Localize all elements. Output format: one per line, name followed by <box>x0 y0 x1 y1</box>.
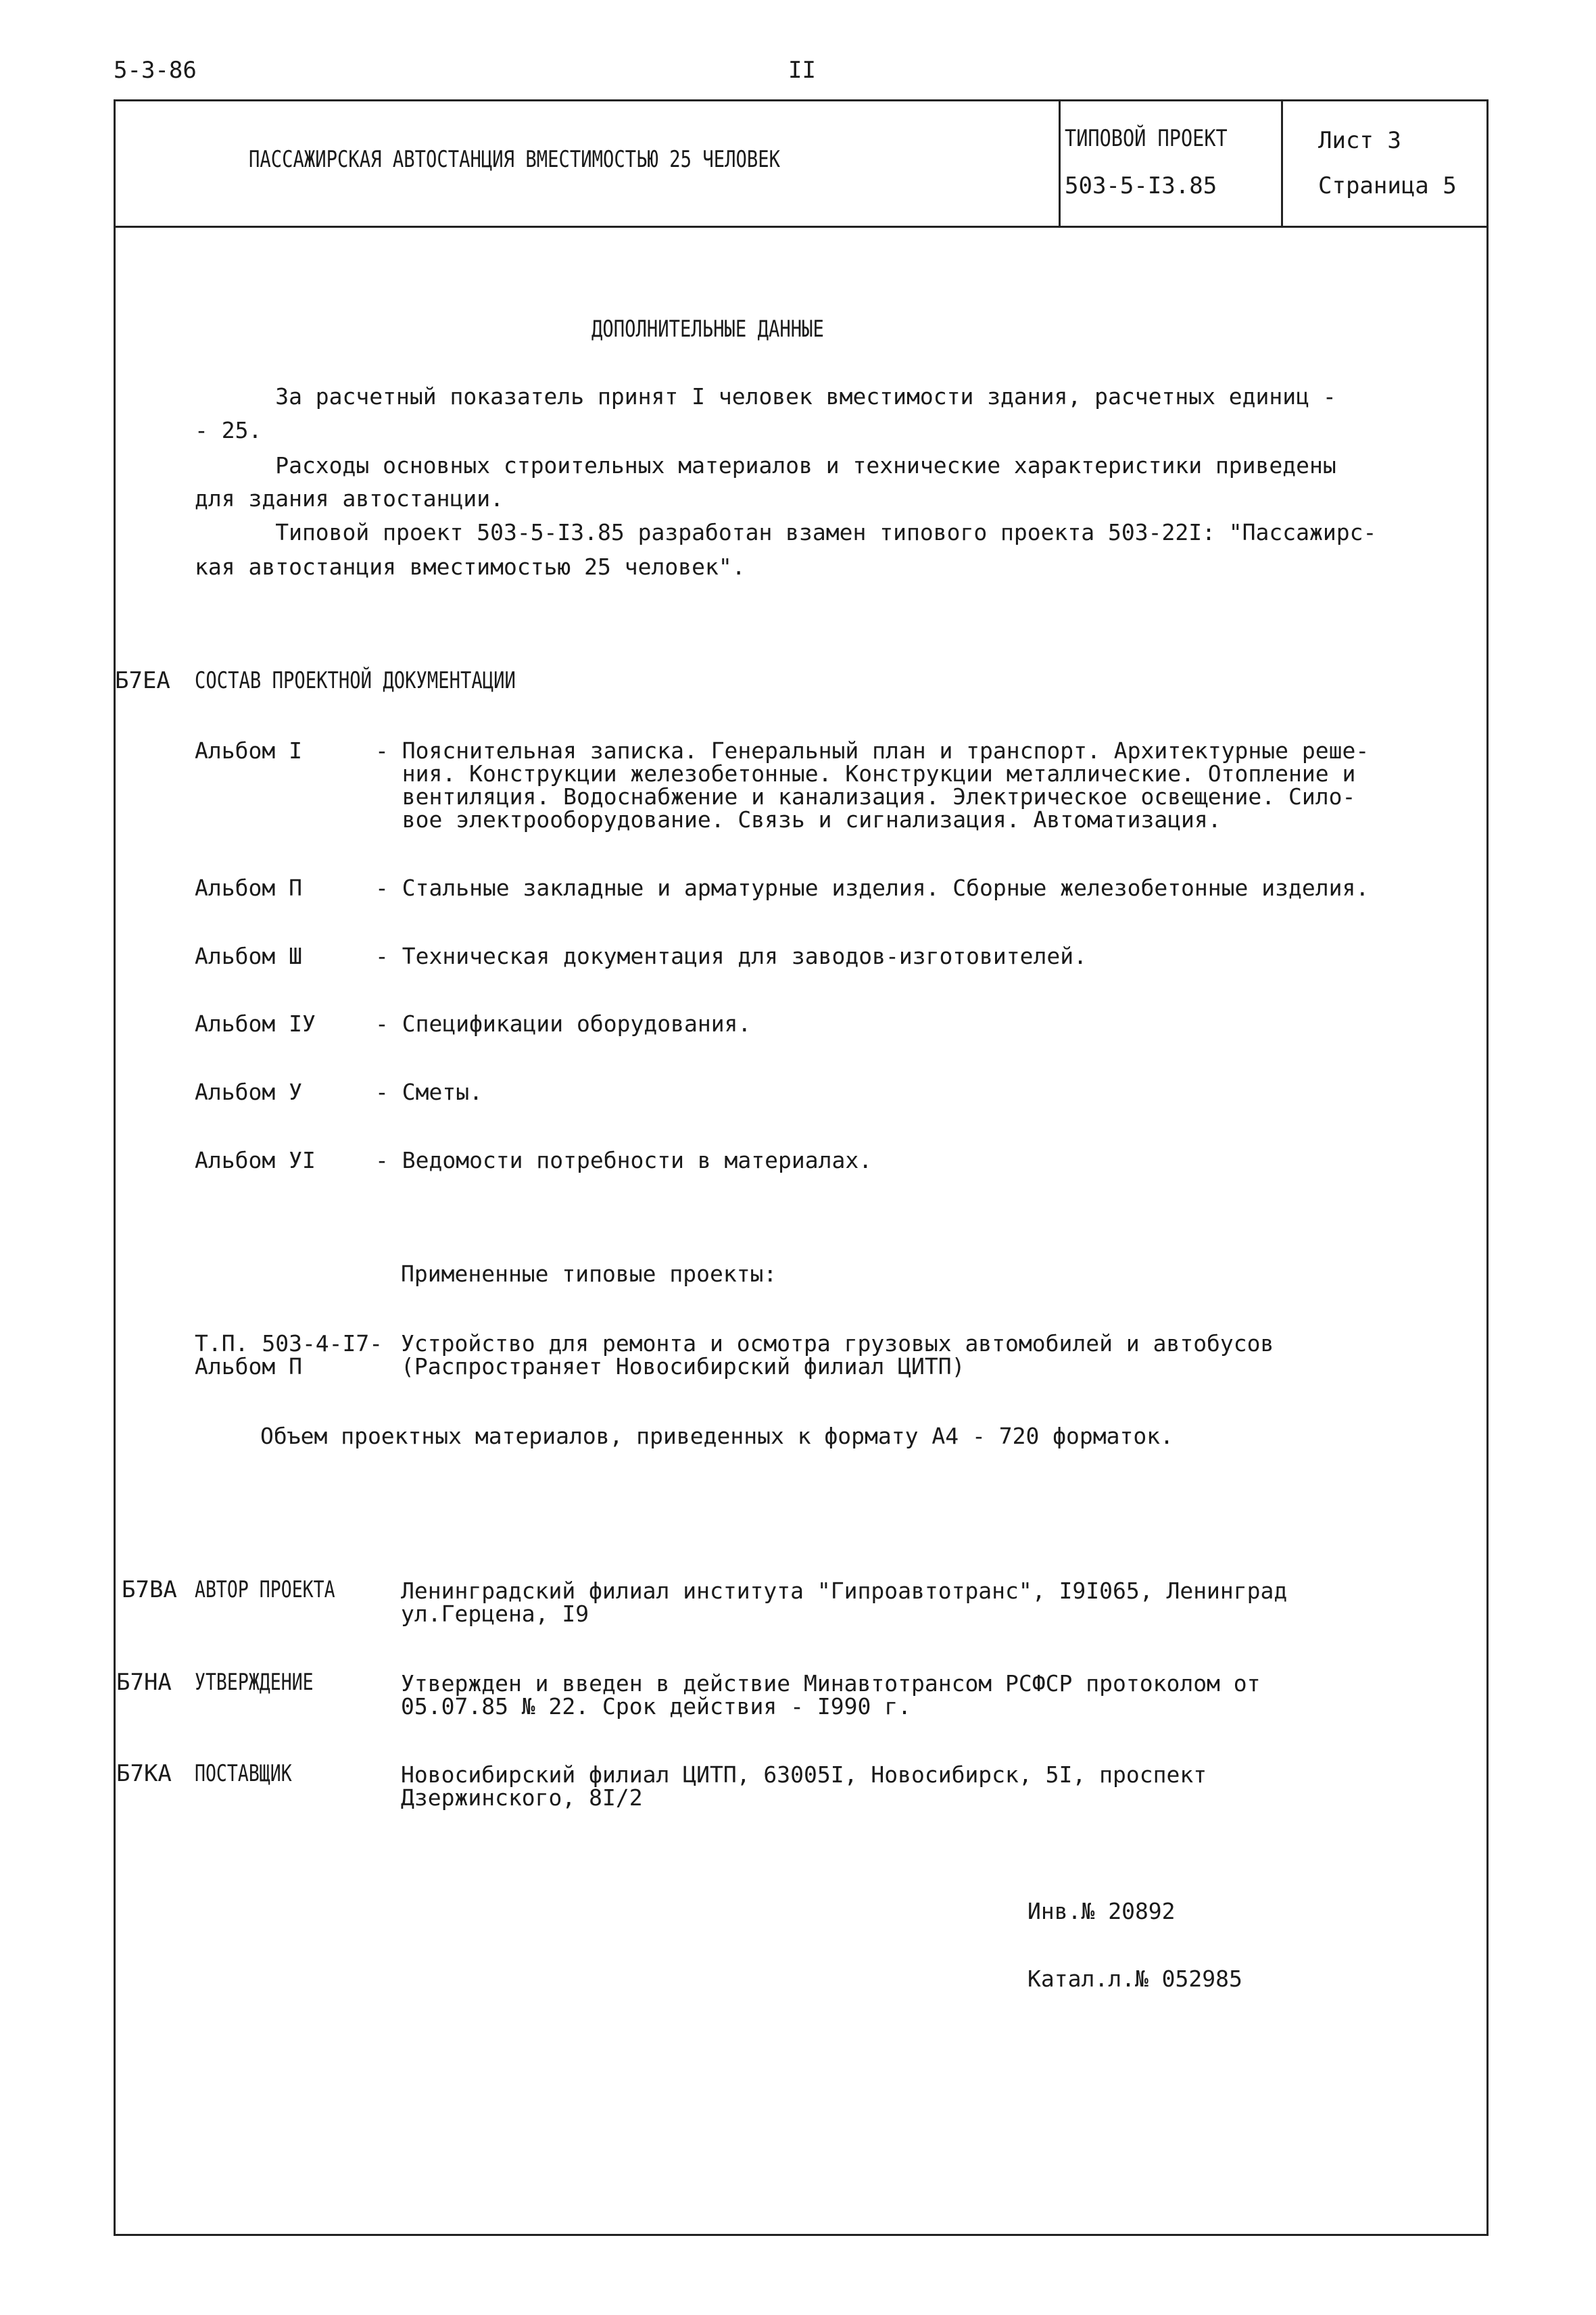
applied-heading: Примененные типовые проекты: <box>401 1261 777 1287</box>
album-desc-line: вое электрооборудование. Связь и сигнализация. Автоматизация. <box>375 806 1222 833</box>
approval-label: УТВЕРЖДЕНИЕ <box>195 1669 314 1696</box>
album-desc-line: - Сметы. <box>375 1079 483 1105</box>
album-name: Альбом УI <box>195 1147 316 1173</box>
supplier-code: Б7КА <box>116 1760 172 1787</box>
approval-line: Утвержден и введен в действие Минавтотрансом РСФСР протоколом от <box>401 1670 1261 1697</box>
author-line: ул.Герцена, I9 <box>401 1601 589 1627</box>
author-label: АВТОР ПРОЕКТА <box>195 1576 335 1603</box>
album-name: Альбом IУ <box>195 1010 316 1037</box>
stamp-title: ПАССАЖИРСКАЯ АВТОСТАНЦИЯ ВМЕСТИМОСТЬЮ 25 ЧЕЛОВЕК <box>249 146 781 173</box>
applied-ref: Т.П. 503-4-I7- <box>195 1330 383 1357</box>
inventory-number: Инв.№ 20892 <box>1027 1898 1176 1924</box>
composition-code: Б7ЕА <box>115 667 170 694</box>
applied-desc: Устройство для ремонта и осмотра грузовых автомобилей и автобусов <box>401 1330 1274 1357</box>
album-name: Альбом У <box>195 1079 302 1105</box>
page-number-top: II <box>788 57 816 84</box>
additional-line: Расходы основных строительных материалов и технические характеристики приведены <box>195 452 1336 479</box>
header-col-divider-2 <box>1281 99 1283 226</box>
header-col-divider-1 <box>1059 99 1061 226</box>
applied-ref: Альбом П <box>195 1353 302 1380</box>
stamp-project-label: ТИПОВОЙ ПРОЕКТ <box>1065 125 1228 152</box>
applied-desc: (Распространяет Новосибирский филиал ЦИТП) <box>401 1353 965 1380</box>
margin-code: 5-3-86 <box>114 57 197 84</box>
album-desc-line: - Стальные закладные и арматурные изделия. Сборные железобетонные изделия. <box>375 875 1370 901</box>
album-name: Альбом П <box>195 875 302 901</box>
author-line: Ленинградский филиал института "Гипроавтотранс", I9I065, Ленинград <box>401 1578 1288 1604</box>
additional-line: для здания автостанции. <box>195 485 504 512</box>
catalog-number: Катал.л.№ 052985 <box>1027 1966 1242 1992</box>
additional-line: Типовой проект 503-5-I3.85 разработан взамен типового проекта 503-22I: "Пассажирс- <box>195 519 1377 545</box>
author-code: Б7ВА <box>122 1576 177 1603</box>
volume-text: Объем проектных материалов, приведенных к формату А4 - 720 форматок. <box>260 1423 1174 1449</box>
stamp-page: Страница 5 <box>1318 172 1457 199</box>
additional-line: За расчетный показатель принят I человек вместимости здания, расчетных единиц - <box>195 383 1336 410</box>
stamp-sheet: Лист 3 <box>1318 127 1401 154</box>
album-desc-line: - Спецификации оборудования. <box>375 1010 752 1037</box>
composition-heading: СОСТАВ ПРОЕКТНОЙ ДОКУМЕНТАЦИИ <box>195 667 516 694</box>
album-desc-line: - Пояснительная записка. Генеральный план и транспорт. Архитектурные реше- <box>375 737 1370 764</box>
supplier-label: ПОСТАВЩИК <box>195 1760 292 1787</box>
album-desc-line: вентиляция. Водоснабжение и канализация. Электрическое освещение. Сило- <box>375 783 1356 810</box>
album-desc-line: - Техническая документация для заводов-изготовителей. <box>375 943 1087 969</box>
supplier-line: Новосибирский филиал ЦИТП, 63005I, Новосибирск, 5I, проспект <box>401 1761 1207 1788</box>
album-name: Альбом I <box>195 737 302 764</box>
stamp-project-number: 503-5-I3.85 <box>1065 172 1217 199</box>
supplier-line: Дзержинского, 8I/2 <box>401 1784 643 1811</box>
approval-line: 05.07.85 № 22. Срок действия - I990 г. <box>401 1693 911 1720</box>
album-desc-line: ния. Конструкции железобетонные. Конструкции металлические. Отопление и <box>375 760 1356 787</box>
additional-line: - 25. <box>195 417 262 443</box>
album-name: Альбом Ш <box>195 943 302 969</box>
album-desc-line: - Ведомости потребности в материалах. <box>375 1147 873 1173</box>
approval-code: Б7НА <box>116 1669 172 1696</box>
additional-heading: ДОПОЛНИТЕЛЬНЫЕ ДАННЫЕ <box>591 316 824 343</box>
additional-line: кая автостанция вместимостью 25 человек". <box>195 554 746 580</box>
